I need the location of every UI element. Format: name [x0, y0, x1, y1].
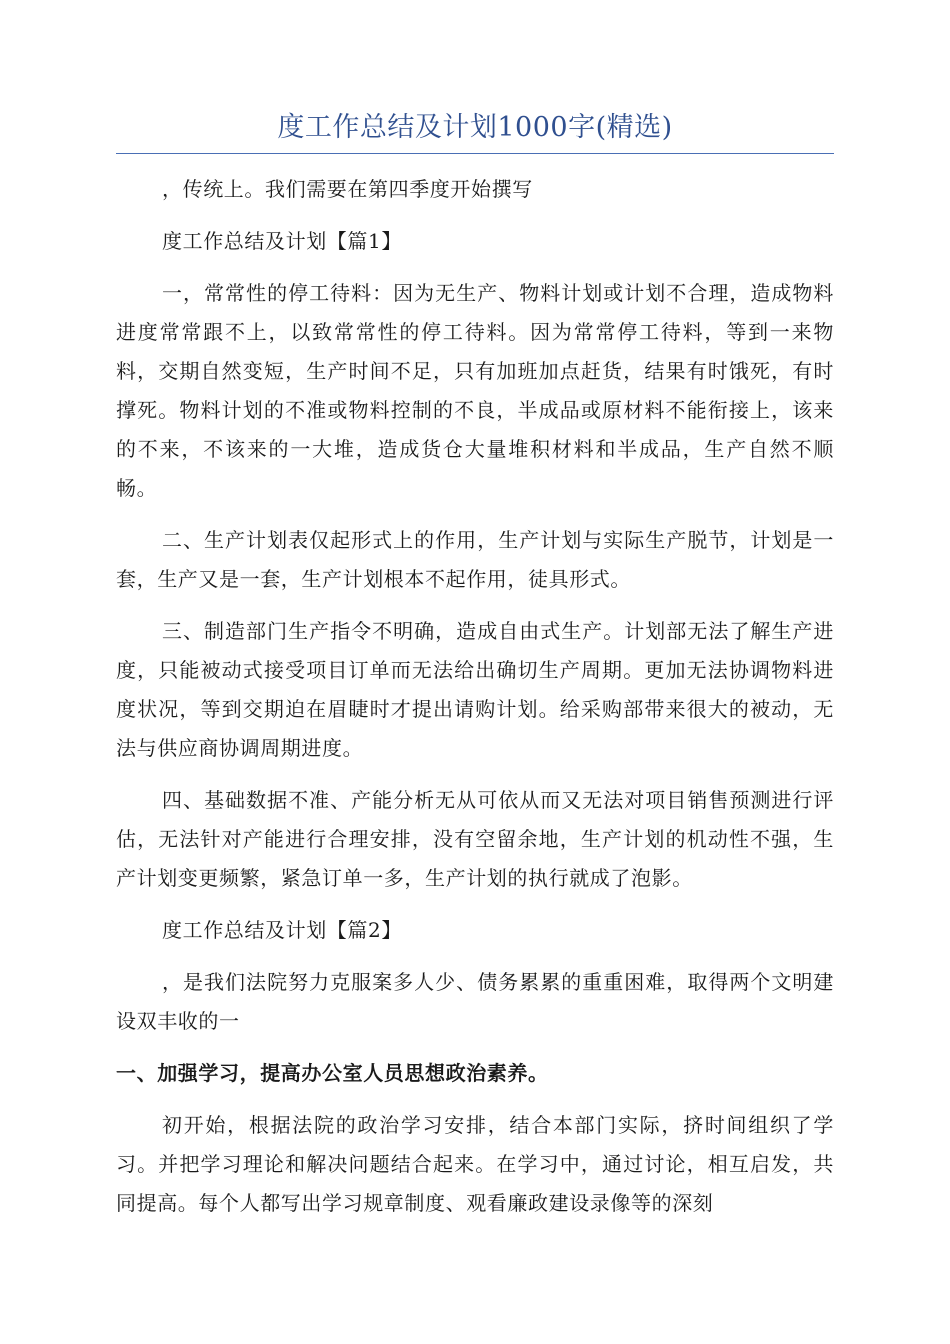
- bold-heading: 一、加强学习，提高办公室人员思想政治素养。: [116, 1061, 549, 1085]
- section-title-part-2: 度工作总结及计划【篇2】: [162, 918, 402, 942]
- paragraph-item-4: 四、基础数据不准、产能分析无从可依从而又无法对项目销售预测进行评估，无法针对产能进行合理安排，没有空留余地，生产计划的机动性不强，生产计划变更频繁，紧急订单一多，生产计划的执行就成了泡影。: [116, 788, 834, 890]
- section-title-part-1: 度工作总结及计划【篇1】: [162, 229, 402, 253]
- title-underline: [116, 153, 834, 154]
- study-paragraph: 初开始，根据法院的政治学习安排，结合本部门实际，挤时间组织了学习。并把学习理论和解决问题结合起来。在学习中，通过讨论，相互启发，共同提高。每个人都写出学习规章制度、观看廉政建设录像等的深刻: [116, 1113, 834, 1215]
- part-2-intro-paragraph: ，是我们法院努力克服案多人少、债务累累的重重困难，取得两个文明建设双丰收的一: [116, 970, 834, 1033]
- document-title: 度工作总结及计划1000字(精选): [277, 112, 673, 143]
- intro-paragraph: ，传统上。我们需要在第四季度开始撰写: [162, 177, 533, 201]
- paragraph-item-3: 三、制造部门生产指令不明确，造成自由式生产。计划部无法了解生产进度，只能被动式接受项目订单而无法给出确切生产周期。更加无法协调物料进度状况，等到交期迫在眉睫时才提出请购计划。给采购部带来很大的被动，无法与供应商协调周期进度。: [116, 619, 834, 760]
- paragraph-item-2: 二、生产计划表仅起形式上的作用，生产计划与实际生产脱节，计划是一套，生产又是一套，生产计划根本不起作用，徒具形式。: [116, 528, 834, 591]
- document-body: [116, 170, 834, 1236]
- paragraph-item-1: 一，常常性的停工待料：因为无生产、物料计划或计划不合理，造成物料进度常常跟不上，以致常常性的停工待料。因为常常停工待料，等到一来物料，交期自然变短，生产时间不足，只有加班加点赶货，结果有时饿死，有时撑死。物料计划的不准或物料控制的不良，半成品或原材料不能衔接上，该来的不来，不该来的一大堆，造成货仓大量堆积材料和半成品，生产自然不顺畅。: [116, 281, 834, 500]
